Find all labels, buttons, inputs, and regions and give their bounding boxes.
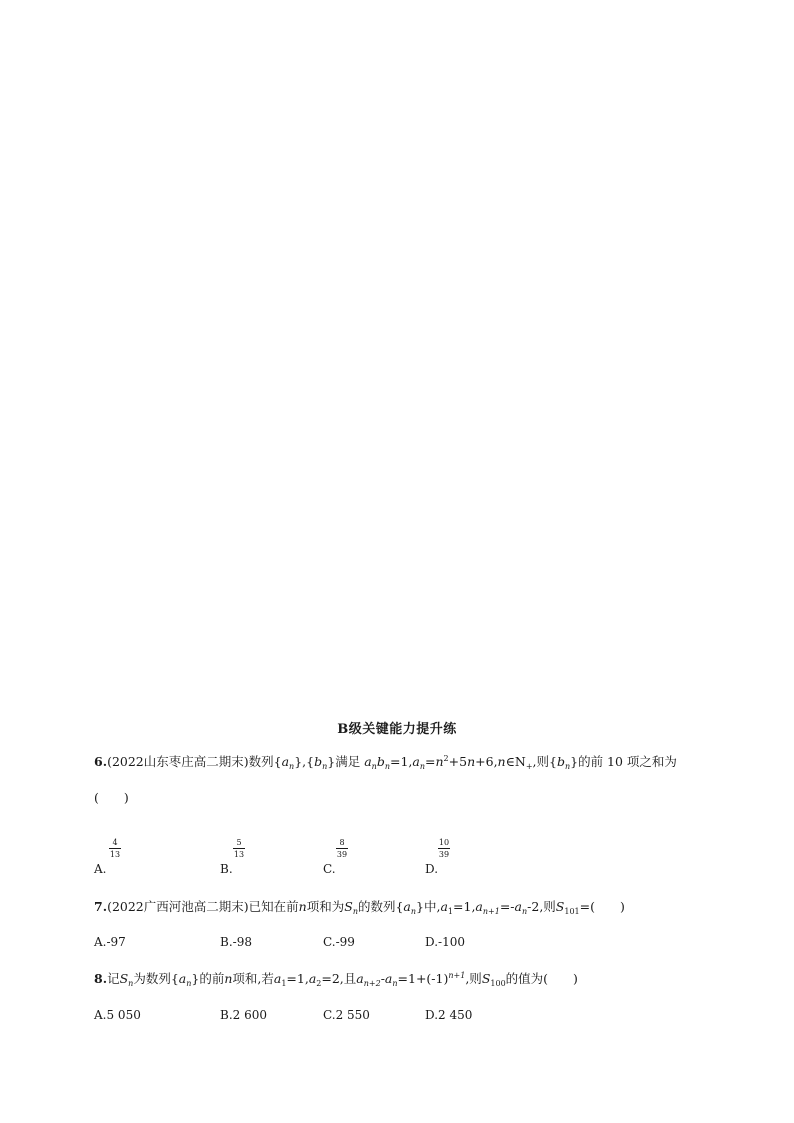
numerator: 5 [236,838,242,847]
subscript: 1 [447,907,454,916]
text-fragment: =1, [389,754,413,769]
question-source: (2022广西河池高二期末) [107,899,249,914]
var: S [481,971,491,986]
var: n [224,971,233,986]
subscript: n [186,979,192,988]
text-fragment: =- [499,899,515,914]
question-source: (2022山东枣庄高二期末) [107,754,249,769]
var: b [556,754,565,769]
text-fragment: 已知在前 [248,899,299,914]
option-c[interactable]: C.-99 [323,935,355,949]
subscript: n+2 [363,979,381,988]
subscript: n [371,762,377,771]
option-a[interactable]: A.-97 [94,935,126,949]
var: b [314,754,323,769]
text-fragment: - [380,971,385,986]
text-fragment: ,则 [465,971,482,986]
text-fragment: 记 [107,971,120,986]
var: a [475,899,483,914]
var: a [356,971,364,986]
text-fragment: =1, [286,971,309,986]
question-number: 6. [94,754,108,769]
text-fragment: -2,则 [527,899,556,914]
text-fragment: +5 [448,754,468,769]
subscript: n [128,979,134,988]
subscript: n+1 [482,907,500,916]
var: a [273,971,282,986]
text-fragment: 项和,若 [232,971,274,986]
question-7 [94,898,625,916]
numerator: 10 [438,838,450,847]
denominator: 39 [336,850,348,859]
option-c[interactable]: C.2 550 [323,1008,370,1022]
var: n [497,754,506,769]
var: a [412,754,420,769]
option-a[interactable]: A.5 050 [94,1008,141,1022]
text-fragment: =1+(-1) [397,971,449,986]
var: b [376,754,385,769]
numerator: 4 [112,838,118,847]
text-fragment: }中, [416,899,441,914]
fraction [109,838,121,859]
subscript: n [322,762,328,771]
subscript: n [521,907,528,916]
var: S [119,971,129,986]
option-b[interactable]: B.-98 [220,935,252,949]
subscript: 2 [316,979,322,988]
var: a [281,754,290,769]
fraction-bar [233,848,245,849]
text-fragment: 的数列{ [357,899,404,914]
denominator: 13 [233,850,245,859]
subscript: + [525,762,533,771]
fraction [336,838,348,859]
var: a [384,971,393,986]
var: a [403,899,411,914]
numerator: 8 [339,838,345,847]
var: a [514,899,522,914]
text-fragment: =1, [453,899,476,914]
var: S [555,899,565,914]
text-fragment: 的值为( ) [505,971,578,986]
subscript: 100 [490,979,506,988]
subscript: 101 [564,907,580,916]
subscript: n [419,762,425,771]
subscript: n [352,907,358,916]
var: a [178,971,187,986]
fraction-bar [109,848,121,849]
option-d[interactable]: D.-100 [425,935,465,949]
var: n [467,754,476,769]
text-fragment: ,则{ [532,754,557,769]
text-fragment: +6, [475,754,498,769]
text-fragment: 数列{ [248,754,282,769]
var: n [435,754,444,769]
text-fragment: = [425,754,436,769]
text-fragment: =2,且 [321,971,357,986]
text-fragment: },{ [294,754,315,769]
subscript: n [564,762,571,771]
subscript: 1 [281,979,287,988]
superscript: 2 [443,754,449,763]
fraction-bar [438,848,450,849]
text-fragment: }的前 [191,971,225,986]
var: a [440,899,448,914]
subscript: n [392,979,398,988]
option-label: A. [94,862,107,876]
text-fragment: ∈N [505,754,526,769]
var: S [344,899,353,914]
question-number: 7. [94,899,108,914]
option-label: D. [425,862,439,876]
question-number: 8. [94,971,108,986]
denominator: 13 [109,850,121,859]
subscript: n [289,762,295,771]
fraction [438,838,450,859]
var: n [298,899,307,914]
text-fragment: }的前 10 项之和为 [570,754,677,769]
option-d[interactable]: D.2 450 [425,1008,473,1022]
denominator: 39 [438,850,450,859]
fraction-bar [336,848,348,849]
question-6 [94,753,677,771]
answer-paren: ( ) [94,790,129,805]
var: a [364,754,372,769]
option-label: B. [220,862,233,876]
var: a [308,971,317,986]
subscript: n [410,907,417,916]
option-b[interactable]: B.2 600 [220,1008,267,1022]
text-fragment: 项和为 [306,899,345,914]
question-8 [94,970,578,988]
text-fragment: 为数列{ [133,971,179,986]
superscript: n+1 [448,971,466,980]
subscript: n [384,762,390,771]
option-label: C. [323,862,336,876]
text-fragment: }满足 [327,754,365,769]
text-fragment: =( ) [579,899,625,914]
section-title: B级关键能力提升练 [337,722,457,737]
fraction [233,838,245,859]
